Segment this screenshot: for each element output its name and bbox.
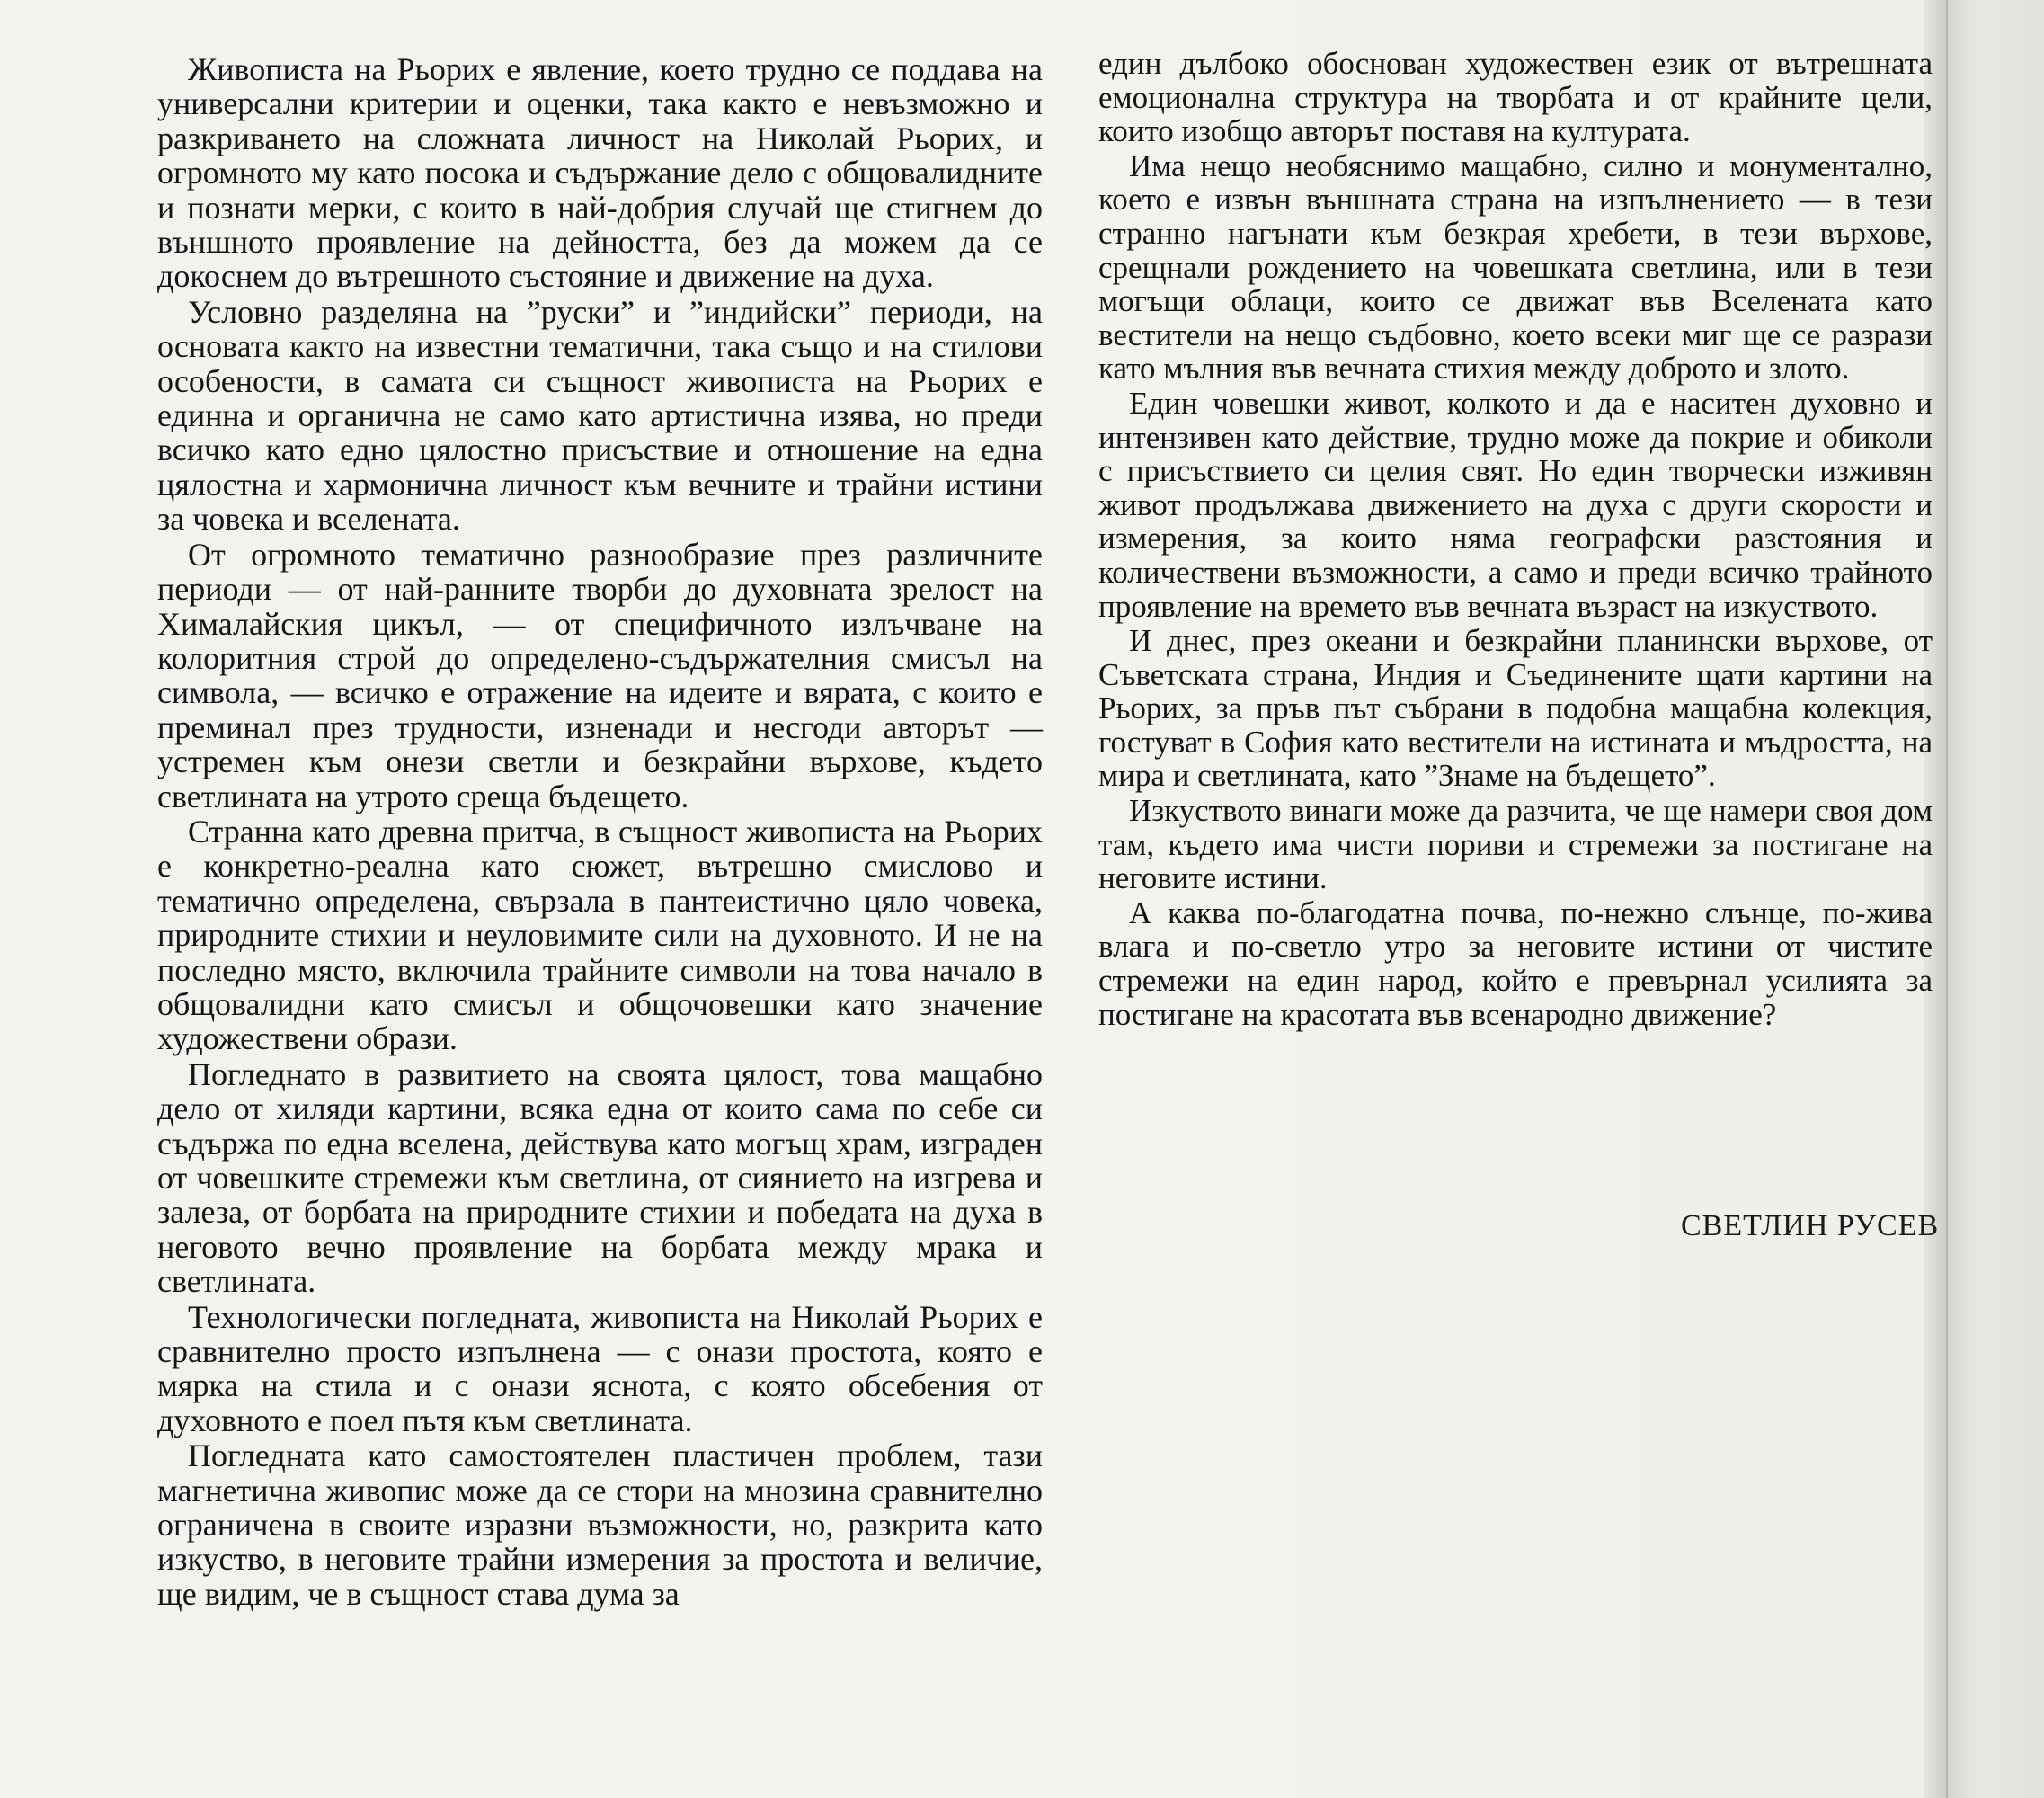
paragraph: И днес, през океани и безкрайни планински върхове, от Съветската страна, Индия и Съединените щати картини на Рьорих, за пръв път събрани в подобна мащабна колекция, гостуват в София като вестители на истината и мъдростта, на мира и светлината, като ”Знаме на бъдещето”. — [1098, 623, 1933, 794]
right-text-column — [1098, 47, 1933, 1032]
continued-paragraph: един дълбоко обоснован художествен език от вътрешната емоционална структура на творбата и от крайните цели, които изобщо авторът поставя на културата. — [1098, 46, 1933, 149]
paragraph: Странна като древна притча, в същност живописта на Рьорих е конкретно-реална като сюжет, вътрешно смислово и тематично определена, свързала в пантеистично цяло човека, природните стихии и неуловимите сили на духовното. И не на последно място, включила трайните символи на това начало в общовалидни като смисъл и общочовешки като значение художествени образи. — [157, 813, 1043, 1057]
next-page-edge — [1946, 0, 2044, 1798]
paragraph: Погледната като самостоятелен пластичен проблем, тази магнетична живопис може да се стори на мнозина сравнително ограничена в своите изразни възможности, но, разкрита като изкуство, в неговите трайни измерения за простота и величие, ще видим, че в същност става дума за — [157, 1438, 1043, 1612]
paragraph: Изкуството винаги може да разчита, че ще намери своя дом там, където има чисти пориви и стремежи за постигане на неговите истини. — [1098, 793, 1933, 896]
paragraph: Един човешки живот, колкото и да е наситен духовно и интензивен като действие, трудно може да покрие и обиколи с присъствието си целия свят. Но един творчески изживян живот продължава движението на духа с други скорости и измерения, за които няма географски разстояния и количествени възможности, а само и преди всичко трайното проявление на времето във вечната възраст на изкуството. — [1098, 385, 1933, 624]
paragraph: Погледнато в развитието на своята цялост, това мащабно дело от хиляди картини, всяка една от които сама по себе си съдържа по една вселена, действува като могъщ храм, изграден от човешките стремежи към светлина, от сиянието на изгрева и залеза, от борбата на природните стихии и победата на духа в неговото вечно проявление на борбата между мрака и светлината. — [157, 1055, 1043, 1300]
paragraph: От огромното тематично разнообразие през различните периоди — от най-ранните творби до духовната зрелост на Хималайския цикъл, — от специфичното излъчване на колоритния строй до определено-съдържателния смисъл на символа, — всичко е отражение на идеите и вярата, с които е преминал през трудности, изненади и несгоди авторът — устремен към онези светли и безкрайни върхове, където светлината на утрото среща бъдещето. — [157, 536, 1043, 814]
paragraph: Технологически погледната, живописта на Николай Рьорих е сравнително просто изпълнена — с онази простота, която е мярка на стила и с онази яснота, с която обсебения от духовното е поел пътя към светлината. — [157, 1298, 1043, 1438]
paragraph: Условно разделяна на ”руски” и ”индийски” периоди, на основата както на известни тематични, така също и на стилови особености, в самата си същност живописта на Рьорих е единна и органична не само като артистична изява, но преди всичко като едно цялостно присъствие и отношение на една цялостна и хармонична личност към вечните и трайни истини за човека и вселената. — [157, 293, 1043, 538]
author-signature: СВЕТЛИН РУСЕВ — [1681, 1209, 1940, 1242]
paragraph: А каква по-благодатна почва, по-нежно слънце, по-жива влага и по-светло утро за неговите истини от чистите стремежи на един народ, който е превърнал усилията за постигане на красотата във всенародно движение? — [1098, 895, 1933, 1032]
paragraph: Живописта на Рьорих е явление, което трудно се поддава на универсални критерии и оценки, така както е невъзможно и разкриването на сложната личност на Николай Рьорих, и огромното му като посока и съдържание дело с общовалидните и познати мерки, с които в най-добрия случай ще стигнем до външното проявление на дейността, без да можем да се докоснем до вътрешното състояние и движение на духа. — [157, 51, 1043, 295]
left-text-column — [157, 52, 1043, 1612]
paragraph: Има нещо необяснимо мащабно, силно и монументално, което е извън външната страна на изпълнението — в тези странно нагънати към безкрая хребети, в тези върхове, срещнали рождението на човешката светлина, или в тези могъщи облаци, които се движат във Вселената като вестители на нещо съдбовно, което всеки миг ще се разрази като мълния във вечната стихия между доброто и злото. — [1098, 147, 1933, 387]
